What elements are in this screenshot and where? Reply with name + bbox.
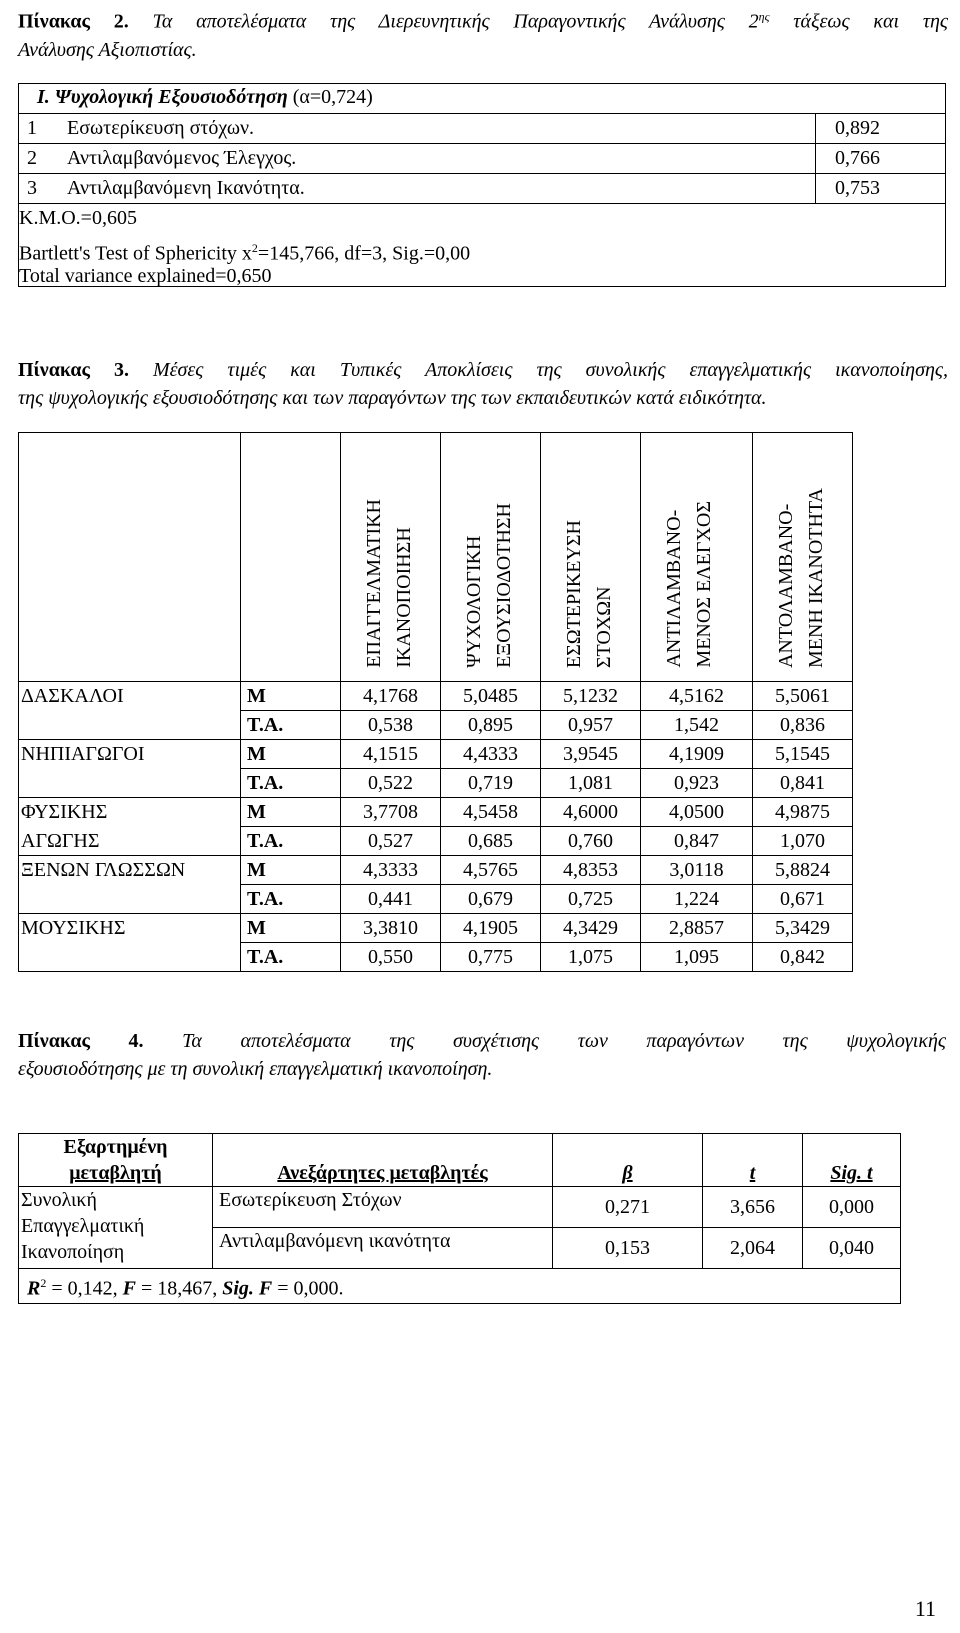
table3-stat-sd: Τ.Α.	[241, 827, 341, 856]
table3-group-name	[19, 885, 241, 914]
table4-dependent-line: Ικανοποίηση	[21, 1241, 125, 1263]
table4-head-beta: β	[553, 1134, 703, 1187]
table4-caption-label: Πίνακας 4.	[18, 1030, 144, 1052]
table3-caption-line1	[18, 356, 948, 384]
table3-value: 1,081	[541, 769, 641, 798]
table3-value: 4,1909	[641, 740, 753, 769]
table3-row	[19, 798, 853, 827]
table4-footer-r: R	[27, 1277, 41, 1300]
table4-footer-f: F	[122, 1277, 136, 1300]
table3-group-name: ΞΕΝΩΝ ΓΛΩΣΣΩΝ	[19, 856, 241, 885]
table3-value: 4,6000	[541, 798, 641, 827]
table3-stat-sd: Τ.Α.	[241, 769, 341, 798]
table3-group-name: ΜΟΥΣΙΚΗΣ	[19, 914, 241, 943]
table4-head-independent: Ανεξάρτητες μεταβλητές	[213, 1134, 553, 1187]
table3-value: 3,9545	[541, 740, 641, 769]
table2-item-value: 0,766	[835, 147, 880, 169]
table3-value: 4,1905	[441, 914, 541, 943]
table3-value: 0,550	[341, 943, 441, 972]
table3-value: 0,847	[641, 827, 753, 856]
table3-header-cell	[641, 433, 753, 682]
table3-header-label: ΑΝΤΟΛΑΜΒΑΝΟ- ΜΕΝΗ ΙΚΑΝΟΤΗΤΑ	[775, 487, 827, 668]
table3-row	[19, 943, 853, 972]
table3-value: 4,5765	[441, 856, 541, 885]
table3-value: 0,842	[753, 943, 853, 972]
table3-stat-sd: Τ.Α.	[241, 711, 341, 740]
table2-bartlett-sup: 2	[251, 241, 258, 255]
table3-caption-label: Πίνακας 3.	[18, 359, 129, 381]
table2-kmo: Κ.Μ.Ο.=0,605	[19, 207, 137, 229]
table3-value: 5,5061	[753, 682, 853, 711]
table3-value: 3,0118	[641, 856, 753, 885]
table2-item-label: Αντιλαμβανόμενη Ικανότητα.	[67, 177, 305, 199]
table4-footer-sigf: Sig. F	[222, 1277, 273, 1300]
table3-value: 4,9875	[753, 798, 853, 827]
table2-item-value: 0,892	[835, 117, 880, 139]
table3-row	[19, 769, 853, 798]
table2-item-num: 1	[27, 117, 37, 139]
table4-dependent-line: Συνολική	[21, 1189, 97, 1211]
table4-head-t: t	[703, 1134, 803, 1187]
table3	[18, 432, 853, 972]
table3-value: 5,8824	[753, 856, 853, 885]
table4-sig: 0,040	[803, 1228, 901, 1269]
table3-row	[19, 682, 853, 711]
table2-item-label: Αντιλαμβανόμενος Έλεγχος.	[67, 147, 297, 169]
table3-stat-mean: Μ	[241, 798, 341, 827]
table3-caption-text: Μέσες τιμές και Τυπικές Αποκλίσεις της συνολικής επαγγελματικής ικανοποίησης,	[153, 359, 948, 381]
table3-header-cell	[753, 433, 853, 682]
table3-value: 1,075	[541, 943, 641, 972]
table2-caption-line1	[18, 2, 948, 36]
table4-header-row	[19, 1134, 901, 1187]
table3-value: 1,224	[641, 885, 753, 914]
table3-value: 2,8857	[641, 914, 753, 943]
table2-variance: Total variance explained=0,650	[19, 265, 272, 287]
table4-beta: 0,271	[553, 1187, 703, 1228]
table3-value: 4,3429	[541, 914, 641, 943]
table3-stat-mean: Μ	[241, 682, 341, 711]
table3-value: 0,522	[341, 769, 441, 798]
table3-header-cell	[441, 433, 541, 682]
table3-value: 4,0500	[641, 798, 753, 827]
table3-header-cell	[541, 433, 641, 682]
table3-value: 1,542	[641, 711, 753, 740]
table3-value: 5,0485	[441, 682, 541, 711]
table3-value: 4,1768	[341, 682, 441, 711]
table3-value: 0,719	[441, 769, 541, 798]
table3-header-row	[19, 433, 853, 682]
table4-footer-r-sup: 2	[40, 1276, 47, 1291]
table4-footer-row	[19, 1269, 901, 1304]
table4-head-sig: Sig. t	[803, 1134, 901, 1187]
table2-section-name: Ι. Ψυχολογική Εξουσιοδότηση	[37, 86, 288, 108]
table2-bartlett-text: Bartlett's Test of Sphericity x	[19, 242, 252, 265]
table3-value: 5,1545	[753, 740, 853, 769]
table4-t: 2,064	[703, 1228, 803, 1269]
table3-value: 0,760	[541, 827, 641, 856]
table3-value: 0,775	[441, 943, 541, 972]
table4-var: Αντιλαμβανόμενη ικανότητα	[213, 1228, 553, 1269]
table2-item-label: Εσωτερίκευση στόχων.	[67, 117, 255, 139]
table4-dependent-cell	[19, 1187, 213, 1269]
table4-row	[19, 1187, 901, 1228]
table3-value: 0,671	[753, 885, 853, 914]
table3-header-label: ΕΠΑΓΓΕΛΜΑΤΙΚΗ ΙΚΑΝΟΠΟΙΗΣΗ	[363, 499, 415, 668]
table3-stat-mean: Μ	[241, 856, 341, 885]
table2-caption	[18, 2, 948, 64]
table3-group-name	[19, 711, 241, 740]
table3-value: 1,070	[753, 827, 853, 856]
table3-value: 0,895	[441, 711, 541, 740]
table3-value: 3,3810	[341, 914, 441, 943]
table4-head-dependent-line1: Εξαρτημένη	[63, 1136, 168, 1158]
table4-footer-f-val: = 18,467,	[135, 1277, 223, 1300]
table4-caption-text2: εξουσιοδότησης με τη συνολική επαγγελματική ικανοποίηση.	[18, 1058, 493, 1080]
table3-value: 0,836	[753, 711, 853, 740]
table3-value: 1,095	[641, 943, 753, 972]
table2-caption-text2: Ανάλυσης Αξιοπιστίας.	[18, 38, 197, 61]
table4-footer-sigf-val: = 0,000.	[272, 1277, 344, 1300]
table3-group-name	[19, 769, 241, 798]
table2-item-value: 0,753	[835, 177, 880, 199]
page-number: 11	[914, 1596, 936, 1621]
table3-value: 5,3429	[753, 914, 853, 943]
table3-value: 0,685	[441, 827, 541, 856]
table4-footer-r-val: = 0,142,	[46, 1277, 123, 1300]
table3-value: 0,957	[541, 711, 641, 740]
table3-value: 0,725	[541, 885, 641, 914]
table3-value: 4,4333	[441, 740, 541, 769]
table3-group-name: ΦΥΣΙΚΗΣ	[19, 798, 241, 827]
table2-item-num: 2	[27, 147, 37, 169]
table4-var: Εσωτερίκευση Στόχων	[213, 1187, 553, 1228]
table2-caption-label: Πίνακας 2.	[18, 10, 129, 33]
table2-caption-text: Τα αποτελέσματα της Διερευνητικής Παραγοντικής Ανάλυσης 2	[152, 10, 759, 33]
table3-row	[19, 827, 853, 856]
table3-header-empty	[19, 433, 241, 682]
table4-head-dependent	[19, 1134, 213, 1187]
table3-value: 0,441	[341, 885, 441, 914]
table4-t: 3,656	[703, 1187, 803, 1228]
table4-head-dependent-line2: μεταβλητή	[69, 1162, 162, 1184]
table3-group-name: ΑΓΩΓΗΣ	[19, 827, 241, 856]
table4-beta: 0,153	[553, 1228, 703, 1269]
table3-stat-sd: Τ.Α.	[241, 885, 341, 914]
table3-caption-line2	[18, 384, 948, 412]
table3-value: 0,538	[341, 711, 441, 740]
table4-caption-line1	[18, 1027, 946, 1055]
table2-caption-sup: ης	[758, 9, 770, 23]
table4-dependent-line: Επαγγελματική	[21, 1215, 145, 1237]
table2-caption-line2	[18, 36, 948, 64]
table4-footer	[19, 1269, 901, 1304]
table3-value: 4,5162	[641, 682, 753, 711]
table4-sig: 0,000	[803, 1187, 901, 1228]
table3-stat-sd: Τ.Α.	[241, 943, 341, 972]
table2-bartlett-stats: =145,766, df=3, Sig.=0,00	[257, 242, 471, 265]
table2-caption-text-end: τάξεως και της	[793, 10, 949, 33]
table3-value: 0,527	[341, 827, 441, 856]
table3-value: 4,1515	[341, 740, 441, 769]
table3-row	[19, 711, 853, 740]
table3-value: 4,5458	[441, 798, 541, 827]
table3-row	[19, 885, 853, 914]
table3-value: 0,923	[641, 769, 753, 798]
table4-caption-text: Τα αποτελέσματα της συσχέτισης των παραγόντων της ψυχολογικής	[182, 1030, 946, 1052]
table3-caption-text2: της ψυχολογικής εξουσιοδότησης και των παραγόντων της των εκπαιδευτικών κατά ειδικότητα.	[18, 387, 767, 409]
table4-caption-line2	[18, 1055, 946, 1083]
table3-value: 5,1232	[541, 682, 641, 711]
table3-stat-mean: Μ	[241, 914, 341, 943]
table2	[18, 83, 946, 287]
table3-value: 4,8353	[541, 856, 641, 885]
table3-value: 0,679	[441, 885, 541, 914]
table3-header-empty	[241, 433, 341, 682]
table3-header-cell	[341, 433, 441, 682]
table3-group-name: ΔΑΣΚΑΛΟΙ	[19, 682, 241, 711]
table3-stat-mean: Μ	[241, 740, 341, 769]
table3-caption	[18, 356, 948, 412]
table3-header-label: ΑΝΤΙΛΑΜΒΑΝΟ- ΜΕΝΟΣ ΕΛΕΓΧΟΣ	[663, 501, 715, 668]
table2-section-alpha: (α=0,724)	[292, 86, 373, 108]
table3-value: 4,3333	[341, 856, 441, 885]
table3-value: 0,841	[753, 769, 853, 798]
table4	[18, 1133, 901, 1304]
table2-section-title	[37, 83, 373, 111]
table3-row	[19, 856, 853, 885]
table3-group-name	[19, 943, 241, 972]
table3-header-label: ΨΥΧΟΛΟΓΙΚΗ ΕΞΟΥΣΙΟΔΟΤΗΣΗ	[463, 503, 515, 668]
table4-caption	[18, 1027, 946, 1083]
table3-group-name: ΝΗΠΙΑΓΩΓΟΙ	[19, 740, 241, 769]
table3-header-label: ΕΣΩΤΕΡΙΚΕΥΣΗ ΣΤΟΧΩΝ	[563, 519, 615, 668]
table3-row	[19, 740, 853, 769]
table2-item-num: 3	[27, 177, 37, 199]
table3-row	[19, 914, 853, 943]
table3-value: 3,7708	[341, 798, 441, 827]
